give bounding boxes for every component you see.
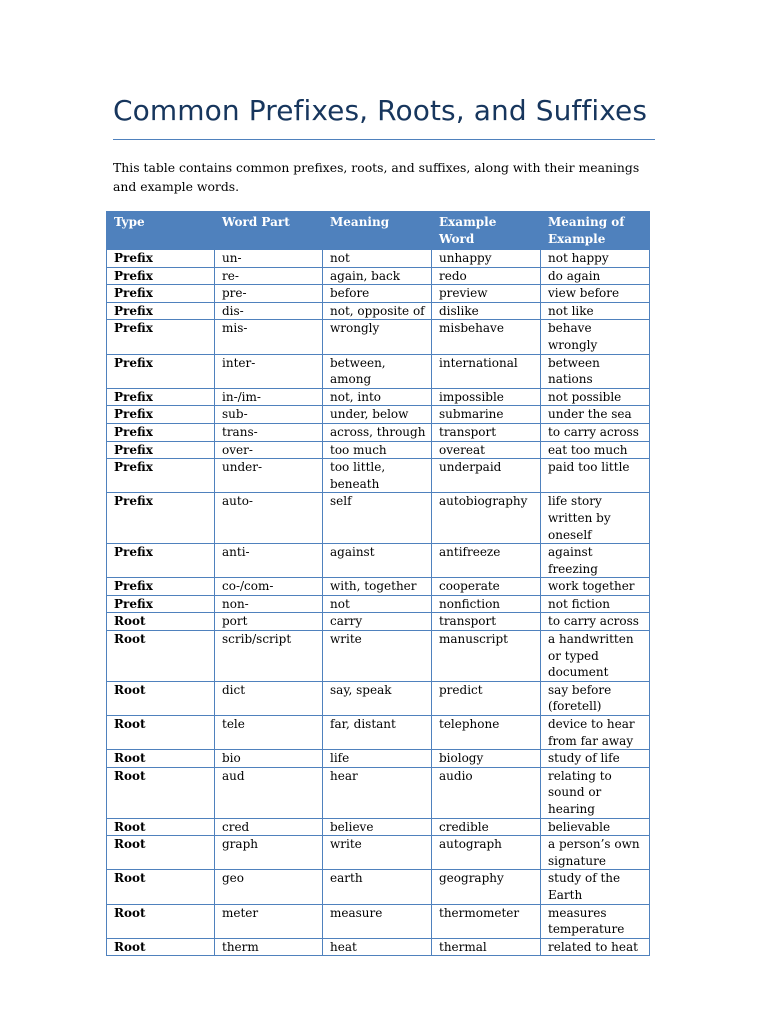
meaning-cell: not, into [323,388,432,406]
meaning-cell: again, back [323,267,432,285]
type-cell: Prefix [107,578,215,596]
type-cell: Prefix [107,388,215,406]
example-word-cell: preview [432,285,541,303]
type-cell: Prefix [107,544,215,578]
example-word-cell: thermal [432,938,541,956]
type-cell: Prefix [107,354,215,388]
meaning-cell: self [323,493,432,544]
table-row [107,250,650,268]
meaning-cell: not [323,595,432,613]
table-row [107,267,650,285]
example-word-cell: cooperate [432,578,541,596]
example-meaning-cell: device to hear from far away [541,716,650,750]
table-row [107,767,650,818]
table-row [107,441,650,459]
example-word-cell: manuscript [432,631,541,682]
type-cell: Root [107,836,215,870]
meaning-cell: across, through [323,423,432,441]
type-cell: Prefix [107,250,215,268]
meaning-cell: write [323,836,432,870]
example-word-cell: underpaid [432,459,541,493]
meaning-cell: far, distant [323,716,432,750]
example-word-cell: impossible [432,388,541,406]
table-row [107,613,650,631]
example-word-cell: telephone [432,716,541,750]
header-example-word: Example Word [432,212,541,250]
type-cell: Prefix [107,441,215,459]
type-cell: Root [107,870,215,904]
meaning-cell: against [323,544,432,578]
type-cell: Root [107,767,215,818]
example-meaning-cell: view before [541,285,650,303]
type-cell: Root [107,681,215,715]
meaning-cell: under, below [323,406,432,424]
table-row [107,818,650,836]
type-cell: Prefix [107,285,215,303]
type-cell: Prefix [107,320,215,354]
example-word-cell: antifreeze [432,544,541,578]
meaning-cell: not [323,250,432,268]
type-cell: Root [107,716,215,750]
meaning-cell: between, among [323,354,432,388]
word-part-cell: auto- [215,493,323,544]
table-body [107,250,650,956]
header-word-part: Word Part [215,212,323,250]
table-row [107,285,650,303]
meaning-cell: carry [323,613,432,631]
table-row [107,493,650,544]
table-row [107,459,650,493]
example-word-cell: transport [432,613,541,631]
example-meaning-cell: between nations [541,354,650,388]
example-word-cell: transport [432,423,541,441]
meaning-cell: too much [323,441,432,459]
type-cell: Root [107,818,215,836]
example-meaning-cell: study of the Earth [541,870,650,904]
meaning-cell: hear [323,767,432,818]
table-row [107,388,650,406]
example-meaning-cell: under the sea [541,406,650,424]
table-row [107,716,650,750]
example-word-cell: thermometer [432,904,541,938]
example-meaning-cell: related to heat [541,938,650,956]
example-meaning-cell: believable [541,818,650,836]
example-meaning-cell: a handwritten or typed document [541,631,650,682]
header-meaning: Meaning [323,212,432,250]
example-meaning-cell: a person’s own signature [541,836,650,870]
word-part-cell: un- [215,250,323,268]
example-meaning-cell: relating to sound or hearing [541,767,650,818]
example-meaning-cell: paid too little [541,459,650,493]
meaning-cell: heat [323,938,432,956]
type-cell: Prefix [107,493,215,544]
table-row [107,595,650,613]
type-cell: Prefix [107,595,215,613]
example-meaning-cell: not happy [541,250,650,268]
example-meaning-cell: life story written by oneself [541,493,650,544]
example-word-cell: predict [432,681,541,715]
type-cell: Prefix [107,302,215,320]
example-meaning-cell: say before (foretell) [541,681,650,715]
table-row [107,836,650,870]
example-word-cell: redo [432,267,541,285]
example-meaning-cell: not like [541,302,650,320]
example-word-cell: nonfiction [432,595,541,613]
example-word-cell: submarine [432,406,541,424]
example-meaning-cell: measures temperature [541,904,650,938]
example-meaning-cell: to carry across [541,613,650,631]
table-row [107,544,650,578]
example-meaning-cell: not fiction [541,595,650,613]
word-part-cell: cred [215,818,323,836]
type-cell: Root [107,904,215,938]
word-part-cell: non- [215,595,323,613]
table-row [107,302,650,320]
meaning-cell: not, opposite of [323,302,432,320]
word-part-cell: over- [215,441,323,459]
example-word-cell: autobiography [432,493,541,544]
example-word-cell: credible [432,818,541,836]
type-cell: Prefix [107,459,215,493]
example-meaning-cell: study of life [541,750,650,768]
meaning-cell: measure [323,904,432,938]
table-row [107,681,650,715]
word-part-cell: therm [215,938,323,956]
table-row [107,938,650,956]
word-part-cell: scrib/script [215,631,323,682]
word-part-cell: under- [215,459,323,493]
meaning-cell: earth [323,870,432,904]
meaning-cell: with, together [323,578,432,596]
type-cell: Root [107,631,215,682]
table-row [107,870,650,904]
example-word-cell: dislike [432,302,541,320]
type-cell: Root [107,938,215,956]
word-parts-table [106,211,650,956]
word-part-cell: geo [215,870,323,904]
word-part-cell: mis- [215,320,323,354]
meaning-cell: believe [323,818,432,836]
word-part-cell: trans- [215,423,323,441]
example-word-cell: audio [432,767,541,818]
table-row [107,631,650,682]
table-row [107,354,650,388]
word-part-cell: in-/im- [215,388,323,406]
type-cell: Prefix [107,423,215,441]
type-cell: Root [107,750,215,768]
example-word-cell: international [432,354,541,388]
word-part-cell: dict [215,681,323,715]
example-word-cell: biology [432,750,541,768]
meaning-cell: life [323,750,432,768]
meaning-cell: write [323,631,432,682]
word-part-cell: co-/com- [215,578,323,596]
table-row [107,320,650,354]
word-part-cell: re- [215,267,323,285]
example-meaning-cell: to carry across [541,423,650,441]
meaning-cell: before [323,285,432,303]
word-part-cell: graph [215,836,323,870]
example-meaning-cell: work together [541,578,650,596]
meaning-cell: too little, beneath [323,459,432,493]
intro-paragraph: This table contains common prefixes, roots, and suffixes, along with their meanings and example words. [113,160,640,194]
example-meaning-cell: not possible [541,388,650,406]
example-meaning-cell: against freezing [541,544,650,578]
example-word-cell: misbehave [432,320,541,354]
table-row [107,578,650,596]
word-part-cell: tele [215,716,323,750]
example-word-cell: overeat [432,441,541,459]
header-type: Type [107,212,215,250]
example-meaning-cell: behave wrongly [541,320,650,354]
title-divider [113,139,655,140]
word-part-cell: port [215,613,323,631]
header-meaning-of-example: Meaning of Example [541,212,650,250]
table-row [107,904,650,938]
example-meaning-cell: do again [541,267,650,285]
word-part-cell: meter [215,904,323,938]
word-part-cell: pre- [215,285,323,303]
meaning-cell: say, speak [323,681,432,715]
type-cell: Root [107,613,215,631]
example-meaning-cell: eat too much [541,441,650,459]
example-word-cell: autograph [432,836,541,870]
word-part-cell: bio [215,750,323,768]
word-part-cell: inter- [215,354,323,388]
table-header-row [107,212,650,250]
type-cell: Prefix [107,267,215,285]
table-row [107,750,650,768]
page-title: Common Prefixes, Roots, and Suffixes [113,94,648,127]
example-word-cell: geography [432,870,541,904]
table-row [107,406,650,424]
type-cell: Prefix [107,406,215,424]
word-part-cell: sub- [215,406,323,424]
example-word-cell: unhappy [432,250,541,268]
table-row [107,423,650,441]
word-part-cell: anti- [215,544,323,578]
word-part-cell: aud [215,767,323,818]
meaning-cell: wrongly [323,320,432,354]
word-part-cell: dis- [215,302,323,320]
